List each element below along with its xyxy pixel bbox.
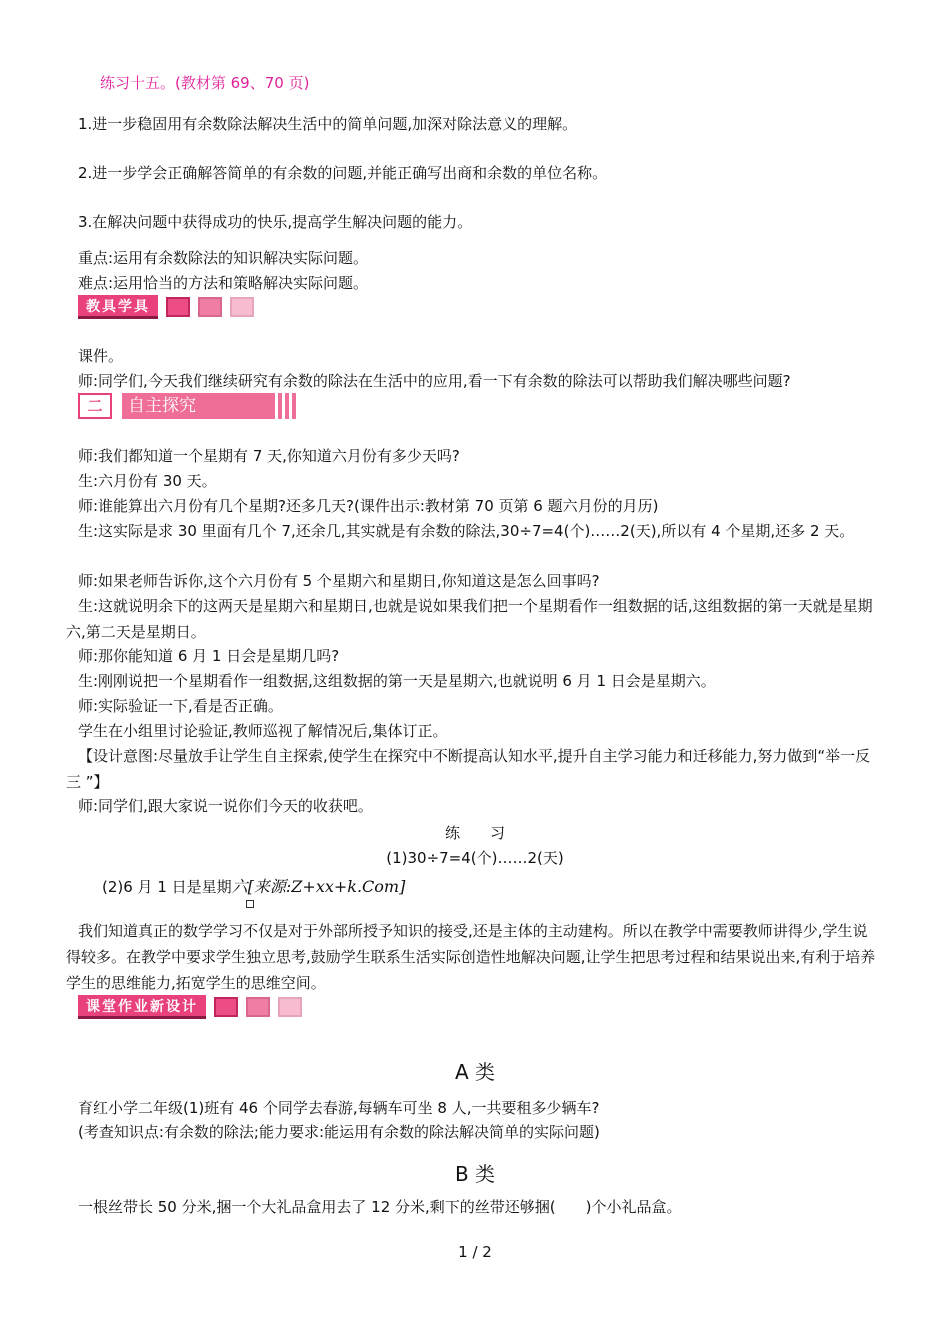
design-intent: 【设计意图:尽量放手让学生自主探索,使学生在探究中不断提高认知水平,提升自主学习能力和迁移能力,努力做到“举一反三 ”】 [66,747,871,791]
banner-square [214,997,238,1017]
objective-2: 2.进一步学会正确解答简单的有余数的问题,并能正确写出商和余数的单位名称。 [78,164,608,182]
explore-banner-number: 二 [78,393,112,419]
intro-text: 师:同学们,今天我们继续研究有余数的除法在生活中的应用,看一下有余数的除法可以帮助我们解决哪些问题? [78,372,791,390]
dialogue-line: 生:这实际是求 30 里面有几个 7,还余几,其实就是有余数的除法,30÷7=4(个)……2(天),所以有 4 个星期,还多 2 天。 [78,522,855,540]
banner-square [198,297,222,317]
objective-3: 3.在解决问题中获得成功的快乐,提高学生解决问题的能力。 [78,213,473,231]
exercise-title: 练习十五。(教材第 69、70 页) [100,74,310,92]
dialogue-line: 师:如果老师告诉你,这个六月份有 5 个星期六和星期日,你知道这是怎么回事吗? [78,572,600,590]
dialogue-line: 生:这就说明余下的这两天是星期六和星期日,也就是说如果我们把一个星期看作一组数据的话,这组数据的第一天就是星期六,第二天是星期日。 [66,597,873,641]
board-line-1: (1)30÷7=4(个)……2(天) [386,849,564,867]
tools-banner [78,295,254,319]
explore-banner-text: 自主探究 [128,396,196,416]
teaching-reflection: 我们知道真正的数学学习不仅是对于外部所授予知识的接受,还是主体的主动建构。所以在教学中需要教师讲得少,学生说得较多。在教学中要求学生独立思考,鼓励学生联系生活实际创造性地解决问题,让学生把思考过程和结果说出来,有利于培养学生的思维能力,拓宽学生的思维空间。 [66,922,876,992]
objective-1: 1.进一步稳固用有余数除法解决生活中的简单问题,加深对除法意义的理解。 [78,115,578,133]
dialogue-line: 生:六月份有 30 天。 [78,472,217,490]
section-b-title: B 类 [454,1162,496,1186]
banner-square [246,997,270,1017]
tools-banner-label: 教具学具 [78,295,158,319]
section-a-note: (考查知识点:有余数的除法;能力要求:能运用有余数的除法解决简单的实际问题) [78,1123,600,1141]
section-a-title: A 类 [454,1060,496,1084]
section-b-question: 一根丝带长 50 分米,捆一个大礼品盒用去了 12 分米,剩下的丝带还够捆( )个小礼品盒。 [78,1198,682,1216]
dialogue-line: 生:刚刚说把一个星期看作一组数据,这组数据的第一天是星期六,也就说明 6 月 1 日会是星期六。 [78,672,716,690]
small-box-icon [246,900,254,908]
board-line-2-prefix: (2)6 月 1 日是星期 [102,878,232,896]
banner-stripes [275,393,292,419]
board-line-2 [102,876,405,898]
dialogue-line: 师:谁能算出六月份有几个星期?还多几天?(课件出示:教材第 70 页第 6 题六月份的月历) [78,497,659,515]
banner-square [166,297,190,317]
homework-banner-label: 课堂作业新设计 [78,995,206,1019]
board-title: 练 习 [444,824,505,842]
tools-text: 课件。 [78,347,124,365]
dialogue-line: 师:实际验证一下,看是否正确。 [78,697,283,715]
banner-square [278,997,302,1017]
explore-banner-label [122,393,296,419]
dialogue-line: 师:我们都知道一个星期有 7 天,你知道六月份有多少天吗? [78,447,460,465]
source-watermark: [来源:Z+xx+k.Com] [247,877,406,896]
page-number: 1 / 2 [458,1243,492,1261]
board-answer: 六 [231,877,248,896]
explore-banner [78,393,296,419]
banner-square [230,297,254,317]
dialogue-line: 学生在小组里讨论验证,教师巡视了解情况后,集体订正。 [78,722,448,740]
homework-banner [78,995,302,1019]
dialogue-line: 师:那你能知道 6 月 1 日会是星期几吗? [78,647,340,665]
key-point: 重点:运用有余数除法的知识解决实际问题。 [78,249,369,267]
difficulty: 难点:运用恰当的方法和策略解决实际问题。 [78,274,369,292]
section-a-question: 育红小学二年级(1)班有 46 个同学去春游,每辆车可坐 8 人,一共要租多少辆车? [78,1099,600,1117]
dialogue-line: 师:同学们,跟大家说一说你们今天的收获吧。 [78,797,373,815]
